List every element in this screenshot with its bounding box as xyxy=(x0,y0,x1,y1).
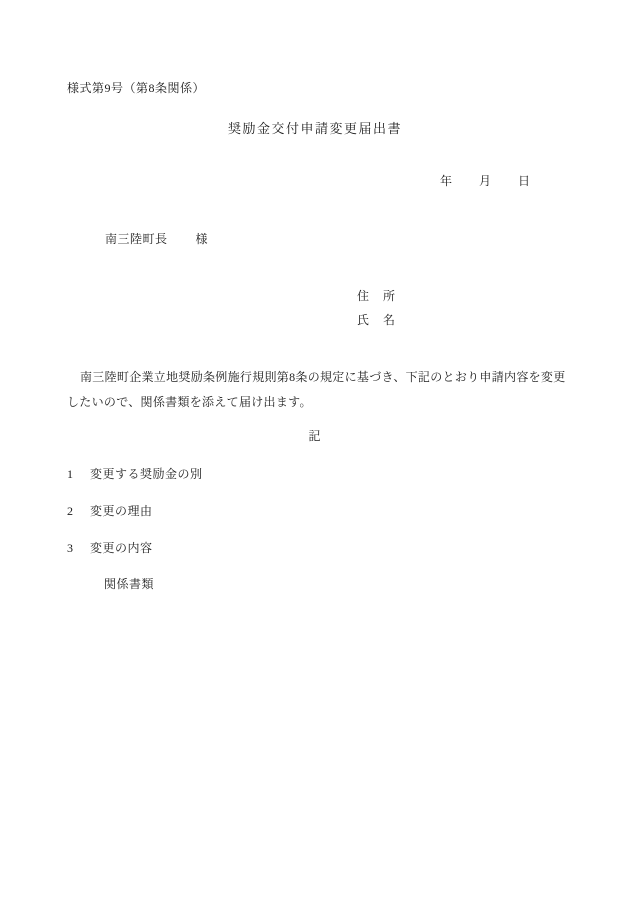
addressee-row xyxy=(105,230,208,247)
item-number: 1 xyxy=(67,467,74,481)
name-label: 氏 名 xyxy=(357,313,397,327)
body-paragraph xyxy=(67,365,567,415)
addressee-name: 南三陸町長 xyxy=(105,232,168,246)
ki-heading: 記 xyxy=(308,429,322,443)
related-documents-label: 関係書類 xyxy=(104,577,155,591)
body-text-line2: したいので、関係書類を添えて届け出ます。 xyxy=(67,395,312,409)
body-text-line1: 南三陸町企業立地奨励条例施行規則第8条の規定に基づき、下記のとおり申請内容を変更 xyxy=(80,370,566,384)
item-label: 変更する奨励金の別 xyxy=(90,467,203,481)
item-label: 変更の理由 xyxy=(90,504,153,518)
list-item xyxy=(67,502,153,519)
item-number: 2 xyxy=(67,504,74,518)
list-item xyxy=(67,539,153,556)
date-line: 年 月 日 xyxy=(440,174,532,188)
item-number: 3 xyxy=(67,541,74,555)
document-title: 奨励金交付申請変更届出書 xyxy=(227,121,402,136)
signature-block xyxy=(357,284,396,332)
list-item xyxy=(67,465,203,482)
addressee-honorific: 様 xyxy=(195,232,209,246)
form-number: 様式第9号（第8条関係） xyxy=(67,81,206,95)
item-label: 変更の内容 xyxy=(90,541,153,555)
address-label: 住 所 xyxy=(357,289,397,303)
